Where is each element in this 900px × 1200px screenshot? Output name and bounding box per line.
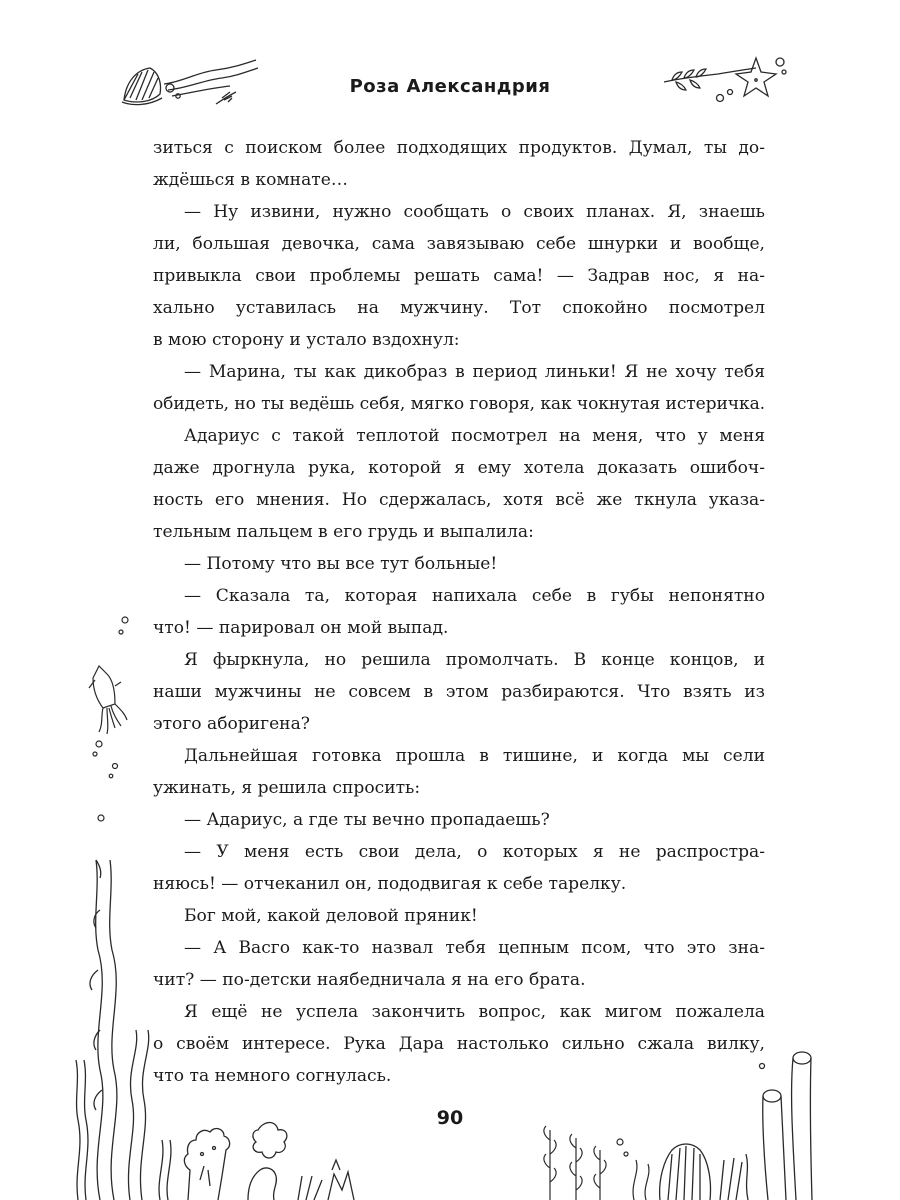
page-number: 90	[436, 1107, 464, 1129]
starfish-icon	[660, 50, 790, 105]
text-line: Бог мой, какой деловой пряник!	[184, 906, 478, 926]
text-line: няюсь! — отчеканил он, пододвигая к себе тарелку.	[153, 874, 627, 894]
paragraph	[153, 932, 765, 996]
paragraph	[153, 836, 765, 900]
paragraph	[153, 196, 765, 356]
squid-icon	[85, 608, 145, 828]
text-line: привыкла свои проблемы решать сама! — Задрав нос, я на-	[153, 266, 765, 286]
paragraph	[153, 644, 765, 740]
text-line: Адариус с такой теплотой посмотрел на меня, что у меня	[184, 426, 765, 446]
text-line: — У меня есть свои дела, о которых я не распростра-	[184, 842, 765, 862]
text-line: обидеть, но ты ведёшь себя, мягко говоря, как чокнутая истеричка.	[153, 394, 765, 414]
text-line: в мою сторону и устало вздохнул:	[153, 330, 460, 350]
paragraph	[153, 356, 765, 420]
text-line: — Ну извини, нужно сообщать о своих планах. Я, знаешь	[184, 202, 765, 222]
seaweed-icon	[530, 1120, 660, 1200]
text-line: ждёшься в комнате…	[153, 170, 348, 190]
text-line: — Потому что вы все тут больные!	[184, 554, 498, 574]
text-line: — Марина, ты как дикобраз в период линьки! Я не хочу тебя	[184, 362, 765, 382]
text-line: Дальнейшая готовка прошла в тишине, и когда мы сели	[184, 746, 765, 766]
text-line: даже дрогнула рука, которой я ему хотела доказать ошибоч-	[153, 458, 765, 478]
text-line: чит? — по-детски наябедничала я на его брата.	[153, 970, 586, 990]
paragraph	[153, 900, 765, 932]
text-line: ли, большая девочка, сама завязываю себе шнурки и вообще,	[153, 234, 765, 254]
text-line: ужинать, я решила спросить:	[153, 778, 421, 798]
running-head: Роза Александрия	[349, 76, 551, 97]
text-line: хально уставилась на мужчину. Тот спокойно посмотрел	[153, 298, 765, 318]
text-line: этого аборигена?	[153, 714, 310, 734]
text-line: Я фыркнула, но решила промолчать. В конце концов, и	[184, 650, 765, 670]
text-line: тельным пальцем в его грудь и выпалила:	[153, 522, 534, 542]
paragraph	[153, 548, 765, 580]
text-line: о своём интересе. Рука Дара настолько сильно сжала вилку,	[153, 1034, 765, 1054]
paragraph	[153, 132, 765, 196]
paragraph	[153, 804, 765, 836]
text-line: — Адариус, а где ты вечно пропадаешь?	[184, 810, 550, 830]
text-line: Я ещё не успела закончить вопрос, как мигом пожалела	[184, 1002, 765, 1022]
text-line: что та немного согнулась.	[153, 1066, 392, 1086]
text-line: — Сказала та, которая напихала себе в губы непонятно	[184, 586, 765, 606]
text-line: зиться с поиском более подходящих продуктов. Думал, ты до-	[153, 138, 765, 158]
text-line: — А Васго как-то назвал тебя цепным псом, что это зна-	[184, 938, 765, 958]
tube-sponge-icon	[650, 1030, 820, 1200]
paragraph	[153, 420, 765, 548]
text-line: что! — парировал он мой выпад.	[153, 618, 449, 638]
paragraph	[153, 580, 765, 644]
body-text	[153, 132, 765, 1092]
seaweed-icon	[70, 850, 180, 1200]
text-line: ность его мнения. Но сдержалась, хотя всё же ткнула указа-	[153, 490, 765, 510]
text-line: наши мужчины не совсем в этом разбираются. Что взять из	[153, 682, 765, 702]
paragraph	[153, 740, 765, 804]
